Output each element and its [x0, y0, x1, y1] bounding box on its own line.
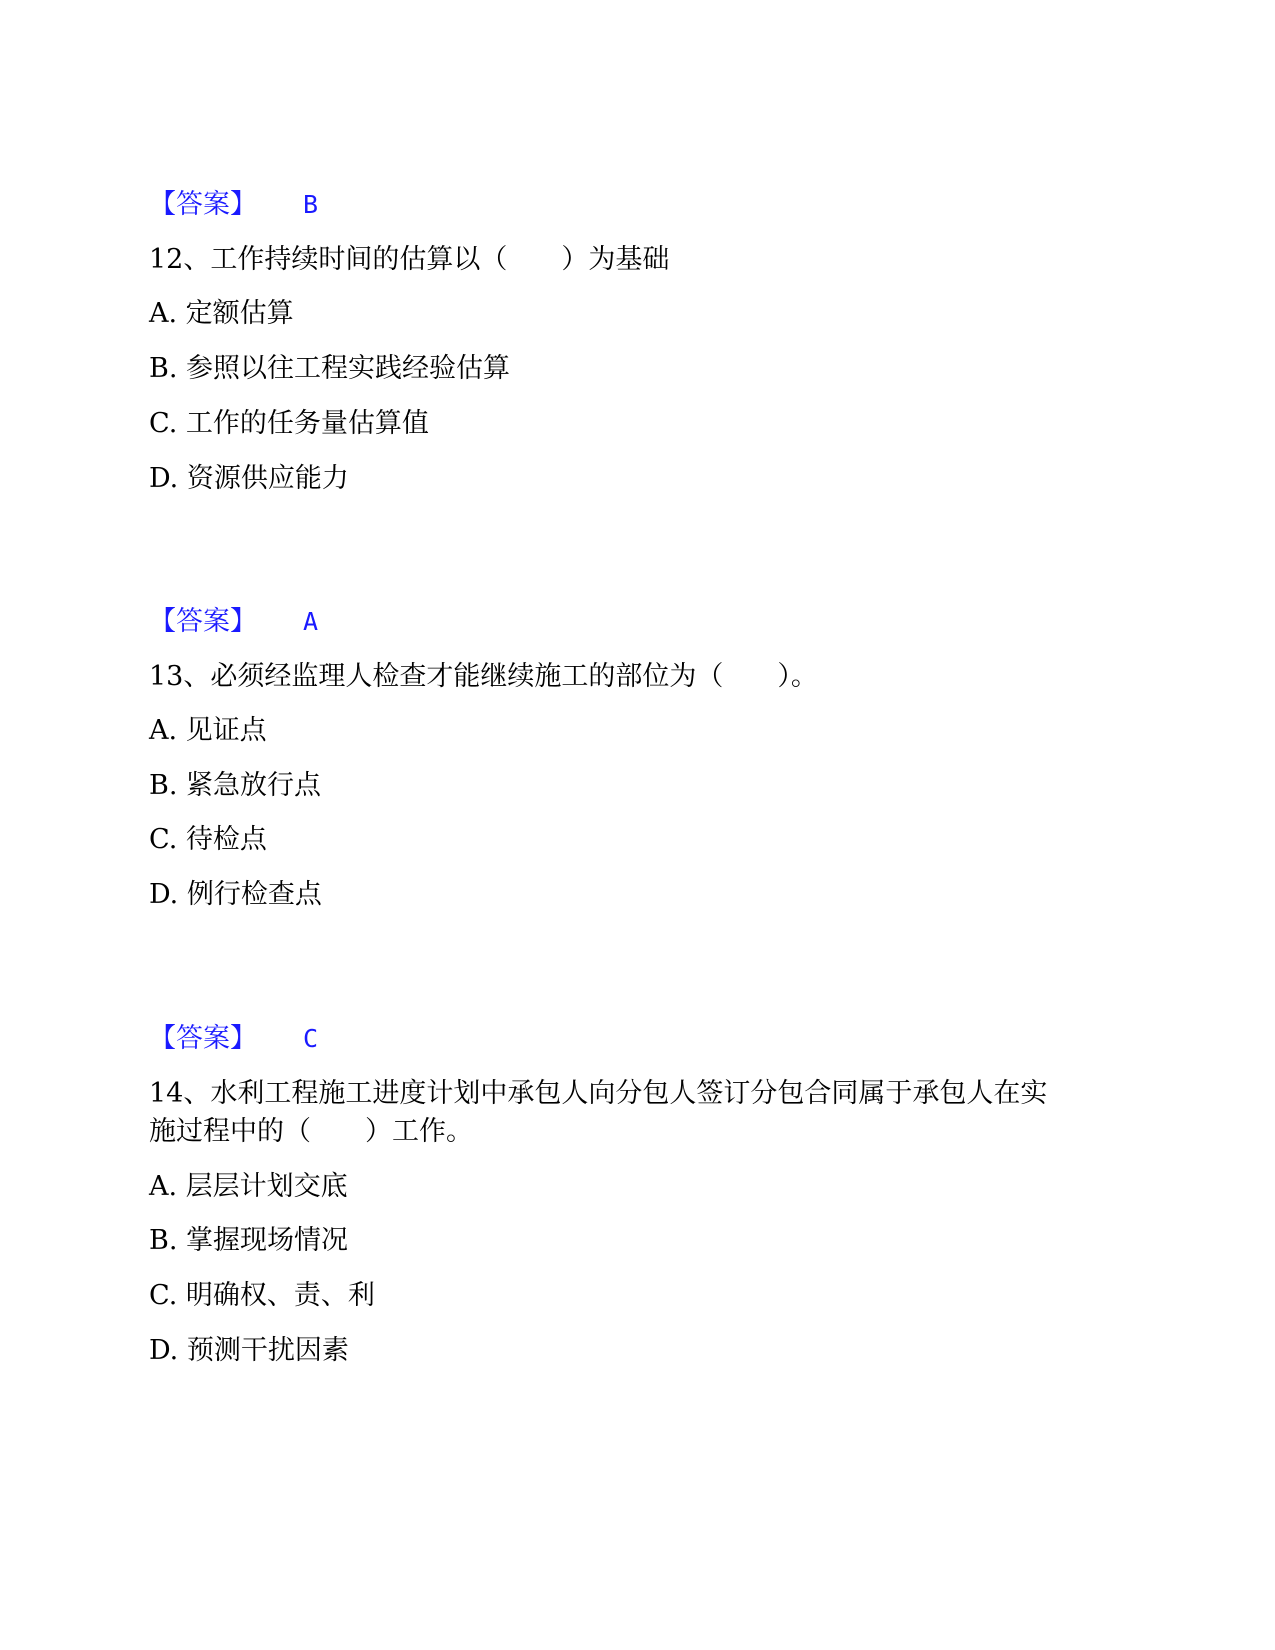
q13-option-c: C. 待检点	[149, 824, 267, 855]
question-12-text: 12、工作持续时间的估算以（ ）为基础	[149, 244, 670, 275]
q14-option-a: A. 层层计划交底	[149, 1171, 348, 1202]
q13-option-b: B. 紧急放行点	[149, 770, 322, 801]
answer-label: 【答案】	[149, 189, 257, 220]
answer-row-q13	[149, 1022, 319, 1056]
answer-row-q12	[149, 605, 319, 639]
q12-option-a: A. 定额估算	[149, 298, 294, 329]
answer-row-q11	[149, 188, 319, 222]
q12-option-b: B. 参照以往工程实践经验估算	[149, 353, 511, 384]
question-14-text-line1: 14、水利工程施工进度计划中承包人向分包人签订分包合同属于承包人在实	[149, 1078, 1048, 1109]
q12-option-c: C. 工作的任务量估算值	[149, 408, 429, 439]
q14-option-b: B. 掌握现场情况	[149, 1225, 349, 1256]
q13-option-d: D. 例行检查点	[149, 879, 322, 910]
question-14-text-line2: 施过程中的（ ）工作。	[149, 1116, 473, 1147]
answer-label: 【答案】	[149, 606, 257, 637]
q14-option-c: C. 明确权、责、利	[149, 1280, 375, 1311]
q12-option-d: D. 资源供应能力	[149, 463, 349, 494]
answer-value: B	[303, 190, 319, 219]
answer-value: C	[303, 1024, 319, 1053]
answer-label: 【答案】	[149, 1023, 257, 1054]
answer-value: A	[303, 607, 319, 636]
q14-option-d: D. 预测干扰因素	[149, 1335, 349, 1366]
q13-option-a: A. 见证点	[149, 715, 267, 746]
question-13-text: 13、必须经监理人检查才能继续施工的部位为（ ）。	[149, 661, 818, 692]
